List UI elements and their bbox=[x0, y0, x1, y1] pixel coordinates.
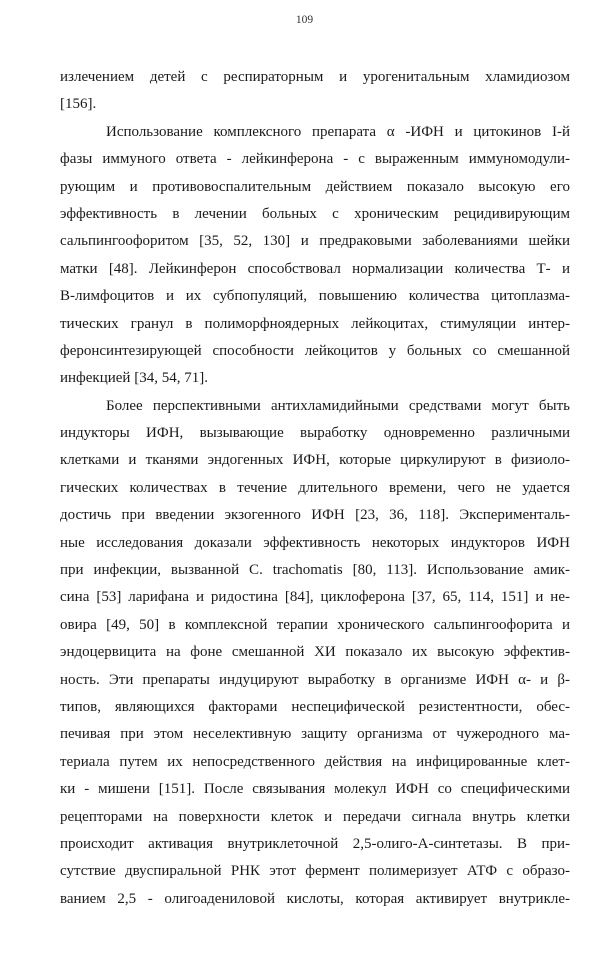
text-line: [156]. bbox=[60, 96, 97, 113]
text-line: эффективность в лечении больных с хроническим рецидивирующим bbox=[60, 205, 570, 222]
text-line: сутствие двуспиральной РНК этот фермент полимеризует АТФ с образо- bbox=[60, 863, 570, 880]
text-line: овира [49, 50] в комплексной терапии хронического сальпингоофорита и bbox=[60, 616, 570, 633]
text-line: сина [53] ларифана и ридостина [84], циклоферона [37, 65, 114, 151] и не- bbox=[60, 589, 570, 606]
paragraph-start-line: Использование комплексного препарата α -ИФН и цитокинов I-й bbox=[106, 123, 570, 140]
text-line: ные исследования доказали эффективность некоторых индукторов ИФН bbox=[60, 534, 570, 551]
text-line: рующим и противовоспалительным действием показало высокую его bbox=[60, 178, 570, 195]
text-line: клетками и тканями эндогенных ИФН, которые циркулируют в физиоло- bbox=[60, 452, 570, 469]
text-line: ванием 2,5 - олигоадениловой кислоты, которая активирует внутрикле- bbox=[60, 890, 570, 907]
text-line: печивая при этом неселективную защиту организма от чужеродного ма- bbox=[60, 726, 570, 743]
text-line: териала путем их непосредственного действия на инфицированные клет- bbox=[60, 753, 570, 770]
text-line: ность. Эти препараты индуцируют выработку в организме ИФН α- и β- bbox=[60, 671, 570, 688]
text-line: эндоцервицита на фоне смешанной ХИ показало их высокую эффектив- bbox=[60, 644, 570, 661]
text-line: гических количествах в течение длительного времени, чего не удается bbox=[60, 479, 570, 496]
text-line: происходит активация внутриклеточной 2,5-олиго-А-синтетазы. В при- bbox=[60, 835, 570, 852]
page-number: 109 bbox=[295, 14, 314, 26]
text-line: индукторы ИФН, вызывающие выработку одновременно различными bbox=[60, 425, 570, 442]
text-line: В-лимфоцитов и их субпопуляций, повышению количества цитоплазма- bbox=[60, 288, 570, 305]
text-line: феронсинтезирующей способности лейкоцитов у больных со смешанной bbox=[60, 342, 570, 359]
text-line: сальпингоофоритом [35, 52, 130] и предраковыми заболеваниями шейки bbox=[60, 233, 570, 250]
text-line: матки [48]. Лейкинферон способствовал нормализации количества Т- и bbox=[60, 260, 570, 277]
text-line: тических гранул в полиморфноядерных лейкоцитах, стимуляции интер- bbox=[60, 315, 570, 332]
paragraph-start-line: Более перспективными антихламидийными средствами могут быть bbox=[106, 397, 570, 414]
document-body bbox=[60, 64, 570, 913]
text-line: рецепторами на поверхности клеток и передачи сигнала внутрь клетки bbox=[60, 808, 570, 825]
text-line: фазы иммуного ответа - лейкинферона - с выраженным иммуномодули- bbox=[60, 151, 570, 168]
text-line: типов, являющихся факторами неспецифической резистентности, обес- bbox=[60, 698, 570, 715]
text-line: излечением детей с респираторным и урогенитальным хламидиозом bbox=[60, 69, 570, 85]
text-line: инфекцией [34, 54, 71]. bbox=[60, 370, 208, 387]
text-line: при инфекции, вызванной C. trachomatis [80, 113]. Использование амик- bbox=[60, 562, 570, 579]
text-line: достичь при введении экзогенного ИФН [23, 36, 118]. Эксперименталь- bbox=[60, 507, 570, 524]
text-line: ки - мишени [151]. После связывания молекул ИФН со специфическими bbox=[60, 781, 570, 798]
